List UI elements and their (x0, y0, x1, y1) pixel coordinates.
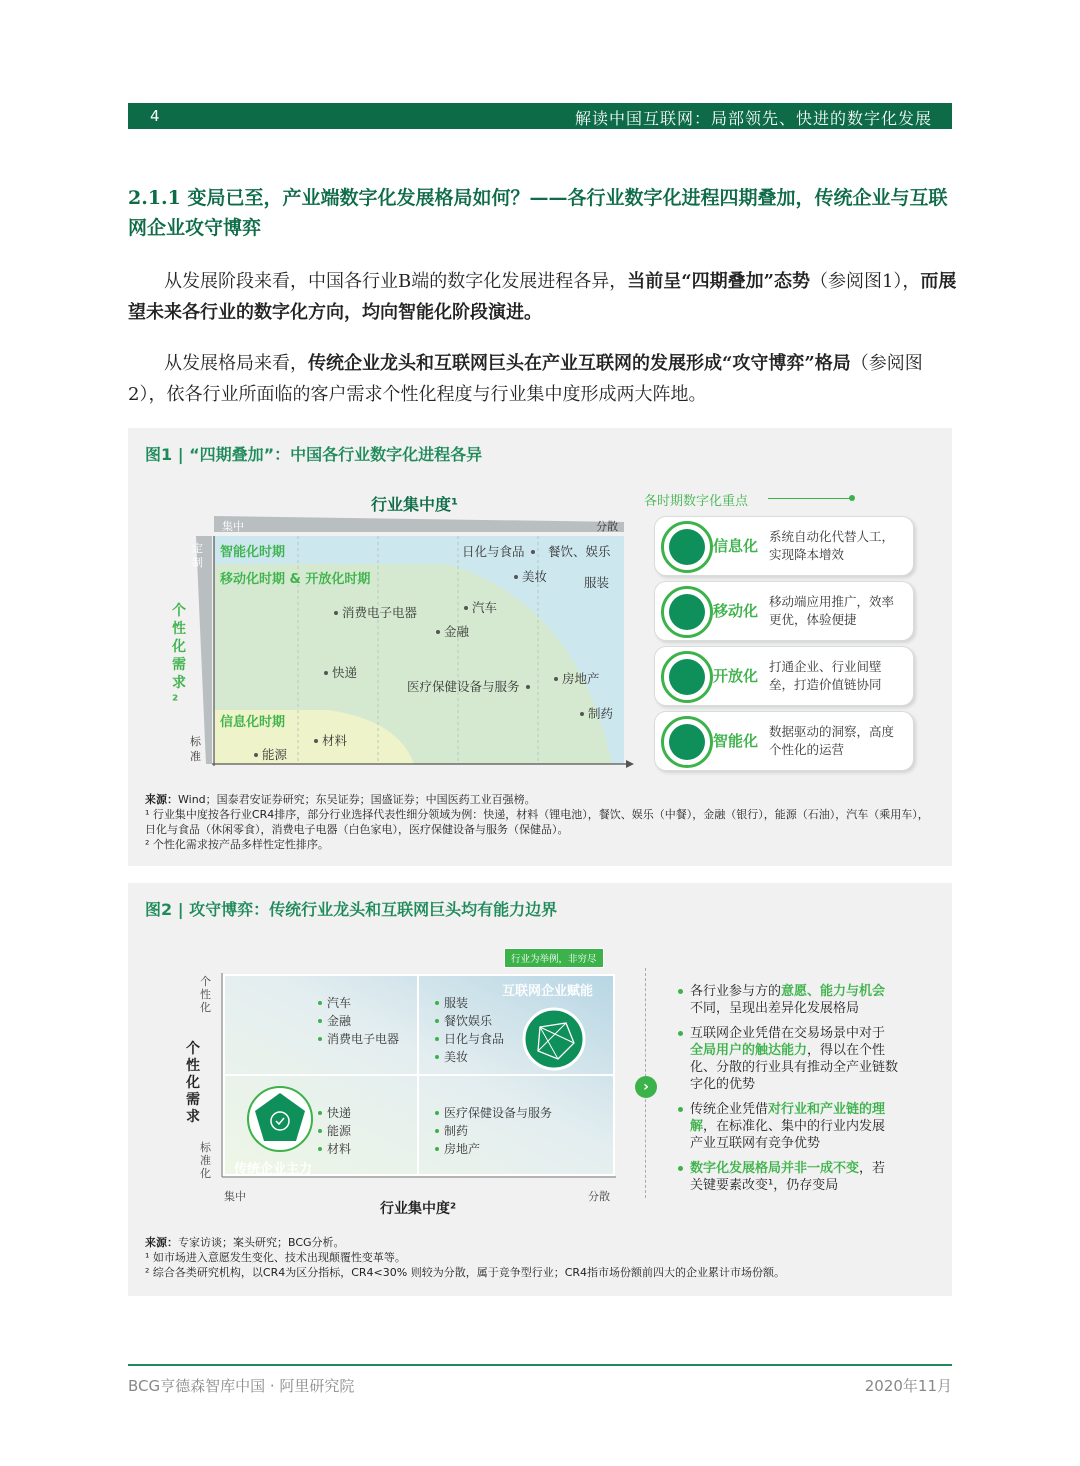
fig1-zone-label-smart: 智能化时期 (220, 545, 286, 560)
fig1-x-right-label: 分散 (596, 520, 618, 533)
fig2-y-axis-title: 个性化需求 (186, 1041, 200, 1125)
fig1-point: 服装 (584, 575, 610, 590)
figure-1 (128, 428, 952, 866)
fig1-x-gradient-bar (214, 516, 624, 532)
quadrant-top-left: 汽车 金融 消费电子电器 (318, 994, 399, 1048)
card-label: 智能化 (713, 732, 759, 750)
fig1-legend-line (768, 498, 852, 499)
fig1-point: 餐饮、娱乐 (548, 544, 611, 559)
fig2-x-right-label: 分散 (588, 1190, 610, 1203)
quadrant-bottom-right: 医疗保健设备与服务 制药 房地产 (435, 1104, 552, 1158)
fig1-point: 快递 (324, 663, 357, 681)
quadrant-top-right: 服装 餐饮娱乐 日化与食品 美妆 (435, 994, 504, 1066)
info-icon (661, 521, 713, 573)
fig2-quadrant-chart (218, 971, 618, 1185)
bullet-item: 各行业参与方的意愿、能力与机会不同，呈现出差异化发展格局 (676, 983, 898, 1017)
fig1-x-left-label: 集中 (222, 520, 244, 533)
fig1-zone-label-info: 信息化时期 (220, 715, 286, 730)
fig1-card-info (654, 516, 914, 576)
header-title: 解读中国互联网：局部领先、快进的数字化发展 (574, 109, 932, 128)
chevron-right-icon: › (635, 1076, 657, 1098)
card-desc: 打通企业、行业间壁垒，打造价值链协同 (769, 659, 882, 692)
fig1-point: 医疗保健设备与服务 (407, 677, 534, 695)
bullet-item: 传统企业凭借对行业和产业链的理解，在标准化、集中的行业内发展产业互联网有竞争优势 (676, 1101, 898, 1152)
fig1-y-top-label: 定制 (192, 542, 203, 569)
fig2-x-axis-title: 行业集中度² (380, 1201, 457, 1217)
card-label: 移动化 (713, 602, 759, 620)
mobile-icon (661, 586, 713, 638)
fig1-legend-title: 各时期数字化重点 (644, 494, 749, 509)
chip-icon (661, 716, 713, 768)
figure-2-title: 图2 | 攻守博弈：传统行业龙头和互联网巨头均有能力边界 (145, 900, 558, 919)
bullet-item: 数字化发展格局并非一成不变，若关键要素改变¹，仍存变局 (676, 1160, 898, 1194)
fig2-bullets (676, 983, 898, 1202)
paragraph-1: 从发展阶段来看，中国各行业B端的数字化发展进程各异，当前呈“四期叠加”态势（参阅图1），而展望未来各行业的数字化方向，均向智能化阶段演进。 (128, 271, 957, 323)
section-title: 2.1.1 变局已至，产业端数字化发展格局如何？——各行业数字化进程四期叠加，传统企业与互联网企业攻守博弈 (128, 187, 948, 239)
fig1-point: 材料 (314, 731, 347, 749)
fig1-point: 房地产 (554, 669, 600, 687)
card-label: 开放化 (713, 667, 759, 685)
fig1-zone-label-mobile: 移动化时期 & 开放化时期 (220, 572, 371, 587)
fig1-point: 能源 (254, 745, 287, 763)
bullet-item: 互联网企业凭借在交易场景中对于全局用户的触达能力，得以在个性化、分散的行业具有推动全产业链数字化的优势 (676, 1025, 898, 1093)
fig2-example-tag: 行业为举例，非穷尽 (504, 948, 604, 968)
card-label: 信息化 (713, 537, 759, 555)
fig1-y-bottom-label: 标准 (190, 735, 201, 763)
quadrant-bottom-left: 快递 能源 材料 (318, 1104, 351, 1158)
fig2-x-left-label: 集中 (224, 1190, 246, 1203)
paragraph-2: 从发展格局来看，传统企业龙头和互联网巨头在产业互联网的发展形成“攻守博弈”格局（参阅图2），依各行业所面临的客户需求个性化程度与行业集中度形成两大阵地。 (128, 353, 923, 405)
fig1-point: 日化与食品 (462, 542, 539, 560)
page-number: 4 (150, 107, 160, 125)
card-desc: 系统自动化代替人工，实现降本增效 (769, 529, 895, 562)
shuffle-icon (661, 651, 713, 703)
figure-1-title: 图1 | “四期叠加”：中国各行业数字化进程各异 (145, 445, 483, 464)
fig1-source: 来源：Wind；国泰君安证券研究；东吴证券；国盛证券；中国医药工业百强榜。 ¹ 行业集中度按各行业CR4排序，部分行业选择代表性细分领域为例：快递，材料（锂电池），餐饮、娱乐（中餐），金融（银行），能源（石油），汽车（乘用车），日化与食品（休闲零食），消费电子电器（白色家电），医疗保健设备与服务（保健品）。 ² 个性化需求按产品多样性定性排序。 (145, 793, 929, 851)
footer-line (128, 1364, 952, 1366)
fig2-source: 来源：专家访谈；案头研究；BCG分析。 ¹ 如市场进入意愿发生变化、技术出现颠覆性变革等。 ² 综合各类研究机构，以CR4为区分指标，CR4<30% 则较为分散，属于竞争型行业；CR4指市场份额前四大的企业累计市场份额。 (145, 1236, 786, 1279)
card-desc: 数据驱动的洞察，高度个性化的运营 (769, 724, 895, 757)
fig1-x-axis-title: 行业集中度¹ (371, 495, 459, 514)
fig1-point: 消费电子电器 (334, 603, 417, 621)
fig1-x-axis-arrow (626, 760, 634, 768)
fig2-y-top-label: 个性化 (200, 975, 211, 1014)
card-desc: 移动端应用推广，效率更优，体验便捷 (769, 594, 895, 627)
traditional-main-label: 传统企业主力 (234, 1162, 313, 1177)
footer-right: 2020年11月 (864, 1377, 952, 1395)
page-header (128, 103, 952, 129)
fig1-card-mobile (654, 581, 914, 641)
fig1-card-open (654, 646, 914, 706)
fig1-point: 美妆 (514, 567, 547, 585)
network-globe-icon (524, 1009, 584, 1069)
fig1-legend-dot (849, 495, 855, 501)
pentagon-badge-icon (248, 1087, 312, 1151)
figure-2 (128, 883, 952, 1296)
fig1-point: 汽车 (464, 598, 497, 616)
fig1-point: 金融 (436, 622, 469, 640)
fig1-point: 制药 (580, 704, 613, 722)
footer-left: BCG亨德森智库中国 · 阿里研究院 (128, 1377, 355, 1395)
internet-enablement-label: 互联网企业赋能 (502, 984, 594, 999)
fig1-y-gradient-bar (196, 536, 212, 764)
fig1-y-axis-title: 个性化需求² (172, 603, 186, 709)
fig2-y-bottom-label: 标准化 (200, 1141, 211, 1180)
fig1-card-smart (654, 711, 914, 771)
